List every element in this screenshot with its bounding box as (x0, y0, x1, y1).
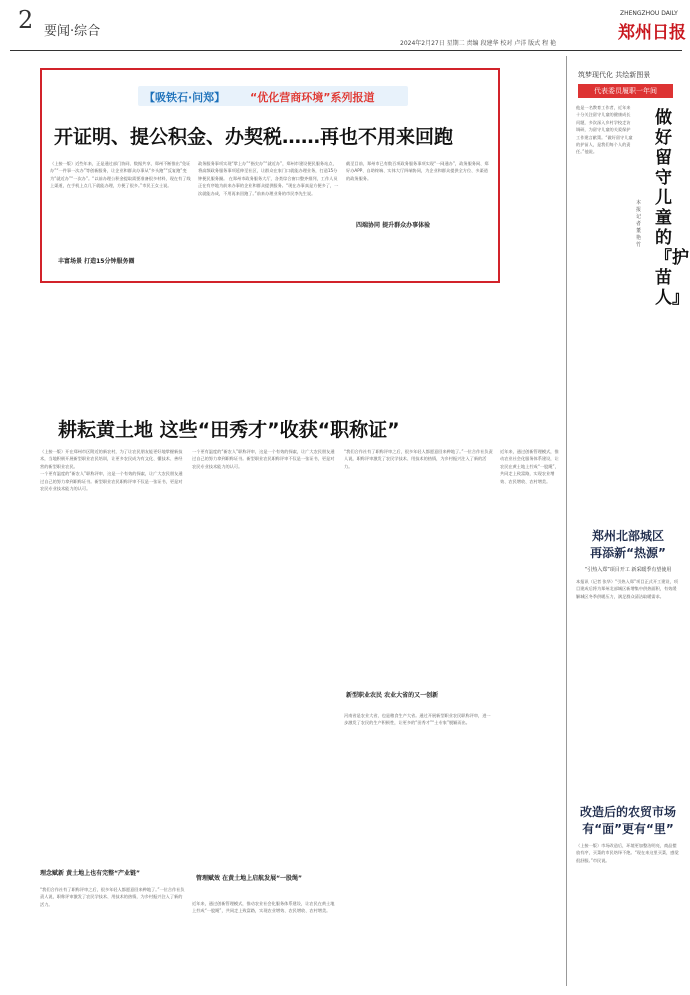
story2-col1b (40, 886, 185, 986)
right-body-3 (576, 842, 680, 987)
right-byline: 本报记者 董艳竹 (636, 200, 642, 248)
right-body-3-text: （上接一版）市场改造后，环境更加整洁明亮，商品摆放有序，买菜的市民络绎不绝。“现在来这里买菜，感觉很舒服。”市民说。 (576, 843, 679, 863)
story2-col2 (192, 448, 337, 858)
right-headline-2b: 再添新“热源” (590, 546, 666, 560)
story2-body-5: 近年来，通过创新管理模式，推动农业社会化服务体系建设，让农民在黄土地上拧成“一股绳”，共同走上致富路，实现农业增效、农民增收、农村增美。 (192, 901, 335, 914)
right-body-2-text: 本报讯（记者 张华）“引热入郑”项目正式开工建设，项目建成后将为郑州北部城区新增集中供热面积，有效缓解城区冬季供暖压力，满足群众清洁取暖需求。 (576, 579, 678, 599)
story2-body-4: 河南省是农业大省，也是粮食生产大省。通过开展新型职业农民职称评审，进一步激发了农民的生产积极性，让更多的“田秀才”“土专家”脱颖而出。 (344, 713, 491, 726)
right-body (576, 104, 634, 524)
masthead-en: ZHENGZHOU DAILY (620, 10, 678, 17)
story2-col4 (500, 448, 560, 988)
lead-body-4: 截至目前，郑州市已有数百项政务服务事项实现“一网通办”，政务服务网、郑好办APP、自助终端、实体大厅四端协同，为企业和群众提供全方位、多渠道的政务服务。 (346, 161, 489, 181)
story2-subhead-1: 理念赋新 黄土地上也有完整“产业链” (40, 870, 140, 877)
story2-body-3b: “我们合作社有了职称评审之后，很多年轻人都愿意回来种地了。”一位合作社负责人说，职称评审激发了农民学技术、用技术的热情，为乡村振兴注入了新的活力。 (344, 449, 493, 469)
right-kicker: 代表委员履职一年间 (578, 84, 673, 98)
story2-body-2: 一个更有温度的“新农人”职称评审，这是一个有效的探索，让广大农民朋友通过自己的努力拿到职称证书。新型职业农民职称评审不仅是一张证书，更是对农民专业技术能力的认可。 (40, 471, 183, 492)
story2-body-5b: 近年来，通过创新管理模式，推动农业社会化服务体系建设，让农民在黄土地上拧成“一股绳”，共同走上致富路，实现农业增效、农民增收、农村增美。 (500, 449, 559, 484)
story2-col3b (344, 712, 494, 988)
right-vertical-title: 做好留守儿童的『护苗人』 (655, 108, 689, 308)
right-body-2 (576, 578, 680, 800)
section-title: 要闻·综合 (44, 24, 101, 39)
column-divider (566, 56, 567, 986)
story2-subhead-2: 新型职业农民 农业大省的又一创新 (346, 692, 439, 699)
story2-col3 (344, 448, 494, 684)
header-rule (10, 50, 682, 51)
story2-body-1: （上接一版）开在郑州市区附近的新农村，为了让农民朋友能更好地掌握新技术，当地积极开展新型职业农民培训，让更多农民成为有文化、懂技术、善经营的新型职业农民。 (40, 449, 183, 469)
right-body-text: 他是一名教育工作者，近年来十分关注留守儿童的健康成长问题，多次深入乡村学校走访调研，为留守儿童的关爱保护工作建言献策。“做好留守儿童的护苗人，是我们每个人的责任。”他说。 (576, 105, 633, 155)
right-headline-3: 改造后的农贸市场 (579, 805, 676, 819)
story2-body-2b: 一个更有温度的“新农人”职称评审，这是一个有效的探索，让广大农民朋友通过自己的努力拿到职称证书。新型职业农民职称评审不仅是一张证书，更是对农民专业技术能力的认可。 (192, 449, 335, 469)
lead-body-3: 在郑州市政务服务大厅，各类综合窗口整齐排列，工作人员正在有序地为前来办事的企业和群众提供服务。“现在办事真是方便多了，一次就能办成，不用再来回跑了。”前来办理业务的市民李先生说。 (198, 175, 339, 196)
lead-subhead-1: 丰富场景 打造15分钟服务圈 (58, 258, 135, 265)
story2-body-3: “我们合作社有了职称评审之后，很多年轻人都愿意回来种地了。”一位合作社负责人说，职称评审激发了农民学技术、用技术的热情，为乡村振兴注入了新的活力。 (40, 887, 185, 907)
date-line: 2024年2月27日 星期二 责编 段建华 校对 卢洋 版式 程 艳 (400, 40, 556, 47)
right-tag: 筑梦现代化 共绘新图景 (578, 71, 651, 79)
page-number: 2 (18, 6, 34, 34)
story2-col2b (192, 900, 337, 988)
lead-subhead-2: 四端协同 提升群众办事体验 (356, 222, 431, 229)
story2-col1 (40, 448, 185, 708)
lead-body-col2 (198, 160, 340, 272)
story2-headline: 耕耘黄土地 这些“田秀才”收获“职称证” (58, 419, 400, 441)
lead-body-col3 (346, 160, 492, 216)
banner-left: 【吸铁石·问郑】 (144, 91, 226, 104)
lead-headline: 开证明、提公积金、办契税……再也不用来回跑 (54, 126, 454, 148)
story2-subhead-3: 管理赋效 在黄土地上启航发展“一股绳” (196, 875, 302, 882)
lead-banner (138, 86, 408, 106)
banner-right: “优化营商环境”系列报道 (250, 91, 375, 104)
lead-body-1: （上接一版）近些年来，正是通过部门协同、数据共享，郑州不断推出“免证办”“一件事一次办”等创新服务，让企业和群众办事从“多头跑”“反复跑”变为“就近办”“一次办”。“以前办理公积金提取需要准备很多材料，现在有了线上渠道，在手机上点几下就能办理，方便了很多。”市民王女士说。 (50, 161, 191, 189)
right-headline-3b: 有“面”更有“里” (582, 822, 674, 836)
right-sub-2: “引热入郑”项目开工 新采暖季有望使用 (584, 567, 672, 573)
masthead-logo: 郑州日报 (618, 23, 686, 43)
lead-body-2: 政务服务事项实现“掌上办”“指尖办”“就近办”，郑州市建设便民服务站点，将高频政务服务事项延伸至社区，让群众在家门口就能办理业务，打造15分钟便民服务圈。 (198, 161, 338, 181)
page-header (0, 0, 690, 50)
right-headline-2: 郑州北部城区 (591, 529, 664, 543)
